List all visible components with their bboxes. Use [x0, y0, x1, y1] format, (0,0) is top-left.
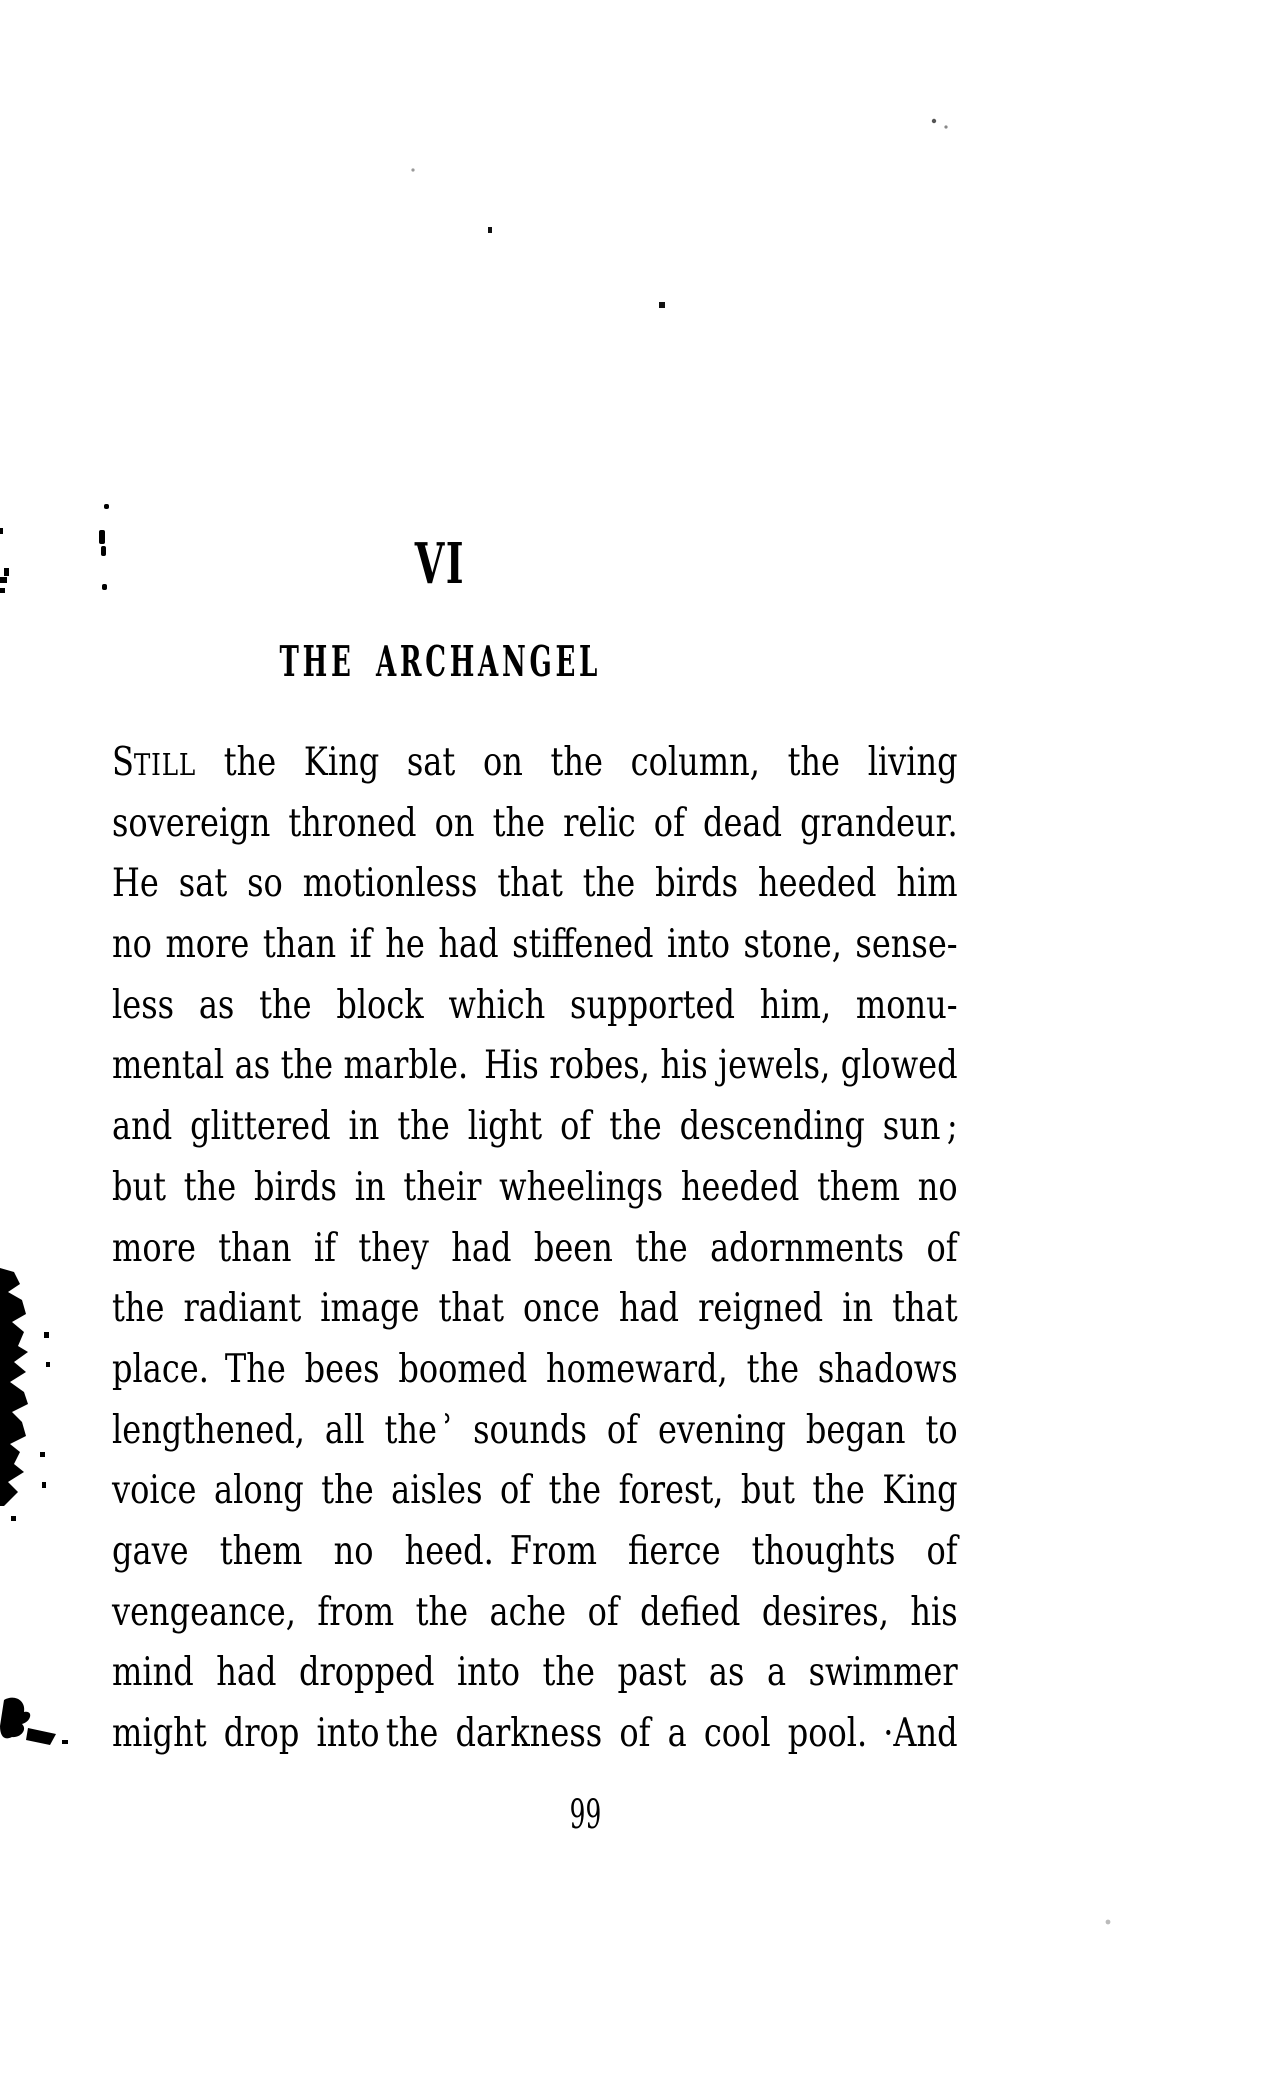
dropword-cap: S: [112, 740, 134, 785]
page-number: 99: [569, 1792, 601, 1838]
text-line: vengeance, from the ache of defied desires, his: [112, 1589, 958, 1635]
chapter-title-row: [0, 637, 880, 686]
text-line: more than if they had been the adornments of: [112, 1225, 958, 1271]
text-line: [112, 733, 958, 794]
ink-speck-icon: [932, 119, 936, 123]
ink-speck-icon: [44, 1332, 49, 1338]
text-line: mental as the marble. His robes, his jewels, glowed: [112, 1043, 958, 1089]
text-line: less as the block which supported him, monu-: [112, 982, 958, 1028]
margin-mark-icon: [104, 504, 109, 509]
text-line: voice along the aisles of the forest, but the King: [112, 1468, 958, 1514]
ink-speck-icon: [46, 1362, 50, 1367]
dropword-smallcaps: TILL: [133, 748, 197, 783]
ink-speck-icon: [1106, 1920, 1111, 1925]
page-number-row: [0, 1792, 1170, 1838]
margin-mark-icon: [0, 528, 3, 534]
ink-speck-icon: [411, 168, 414, 171]
ink-speck-icon: [62, 1740, 68, 1744]
ink-blob-small-icon: [0, 1698, 30, 1739]
chapter-number: VI: [414, 531, 466, 597]
body-paragraph: [112, 733, 958, 1765]
ink-speck-icon: [42, 1482, 46, 1488]
ink-speck-icon: [488, 227, 492, 233]
chapter-title: THE ARCHANGEL: [279, 637, 601, 686]
text-line: He sat so motionless that the birds heeded him: [112, 861, 958, 907]
ink-blotch-large-icon: [0, 1268, 28, 1506]
text-line: place. The bees boomed homeward, the shadows: [112, 1346, 958, 1392]
ink-speck-icon: [40, 1452, 45, 1457]
ink-speck-icon: [944, 125, 947, 128]
text-line: might drop into the darkness of a cool pool. ·And: [112, 1711, 958, 1756]
text-line: mind had dropped into the past as a swimmer: [112, 1650, 958, 1696]
ink-speck-icon: [659, 302, 665, 308]
text-line: but the birds in their wheelings heeded them no: [112, 1164, 958, 1210]
ink-blob-tail-icon: [26, 1728, 56, 1745]
text-line: lengthened, all the ʾ sounds of evening began to: [112, 1407, 958, 1453]
text-line: sovereign throned on the relic of dead grandeur.: [112, 800, 958, 846]
chapter-number-row: [0, 531, 880, 597]
text-line: no more than if he had stiffened into stone, sense-: [112, 922, 958, 968]
text-line: the radiant image that once had reigned in that: [112, 1286, 958, 1332]
text-line: gave them no heed. From fierce thoughts of: [112, 1528, 958, 1574]
ink-speck-icon: [11, 1516, 16, 1521]
text-line-rest: the King sat on the column, the living: [196, 740, 958, 785]
text-line: and glittered in the light of the descending sun ;: [112, 1104, 958, 1150]
